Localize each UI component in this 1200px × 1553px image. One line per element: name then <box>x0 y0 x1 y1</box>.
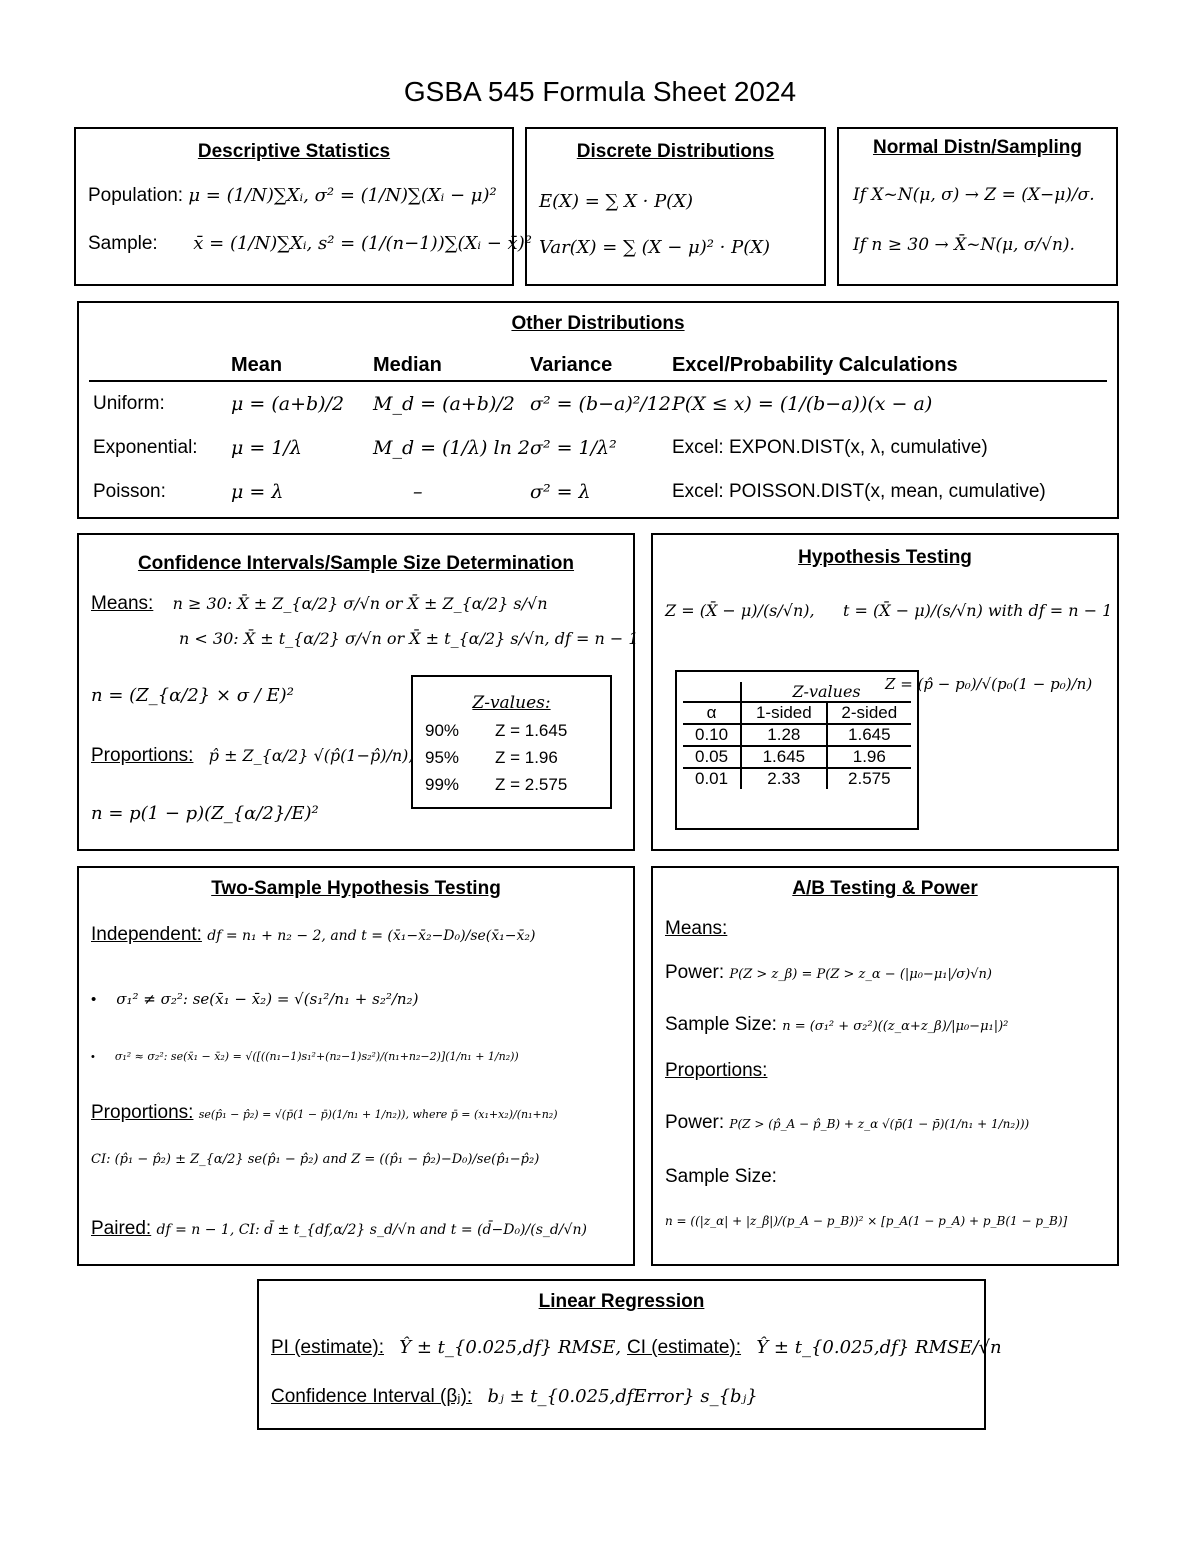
normal-sampling-heading: Normal Distn/Sampling <box>872 137 1083 158</box>
z-values-box <box>411 675 612 809</box>
mean-cell: μ = 1/λ <box>231 437 302 459</box>
coefficient-interval-row <box>271 1385 758 1408</box>
independent-row <box>91 924 535 946</box>
two-sample-proportions-row <box>91 1102 558 1124</box>
equal-variance-bullet: • σ₁² ≈ σ₂²: se(x̄₁ − x̄₂) = √([((n₁−1)s₁²+(n₂−1)s₂²)/(n₁+n₂−2)](1/n₁ + 1/n₂)) <box>91 1050 519 1063</box>
variance-cell: σ² = (b−a)²/12 <box>529 393 671 415</box>
hypothesis-testing-box <box>651 533 1119 851</box>
page-title: GSBA 545 Formula Sheet 2024 <box>403 76 797 107</box>
z-values-table-box <box>675 670 919 830</box>
table-row <box>89 381 1107 426</box>
independent-formula: df = n₁ + n₂ − 2, and t = (x̄₁−x̄₂−D₀)/se(x̄₁−x̄₂) <box>207 928 536 944</box>
sample-label: Sample: <box>88 233 158 254</box>
discrete-distributions-heading: Discrete Distributions <box>576 141 775 162</box>
pi-formula: Ŷ ± t_{0.025,df} RMSE, <box>399 1337 622 1358</box>
calc-cell: Excel: POISSON.DIST(x, mean, cumulative) <box>671 481 1046 502</box>
ab-proportions-label: Proportions: <box>665 1060 768 1081</box>
variance-cell: σ² = λ <box>529 481 591 503</box>
power-label: Power: <box>665 962 725 983</box>
two-sample-proportions-label: Proportions: <box>91 1102 194 1123</box>
ci-proportions-formula: p̂ ± Z_{α/2} √(p̂(1−p̂)/n), <box>208 746 414 765</box>
confidence-intervals-heading: Confidence Intervals/Sample Size Determination <box>137 553 575 574</box>
ci-means-line-1: n ≥ 30: X̄ ± Z_{α/2} σ/√n or X̄ ± Z_{α/2} s/√n <box>172 594 548 613</box>
ci-proportions-row <box>91 745 414 767</box>
two-sample-proportions-formula: se(p̂₁ − p̂₂) = √(p̄(1 − p̄)(1/n₁ + 1/n₂)), where p̄ = (x₁+x₂)/(n₁+n₂) <box>198 1108 558 1121</box>
table-row <box>89 470 1107 514</box>
ci-means-line-2: n < 30: X̄ ± t_{α/2} σ/√n or X̄ ± t_{α/2} s/√n, df = n − 1 <box>179 629 639 648</box>
other-distributions-box <box>77 301 1119 519</box>
linear-regression-heading: Linear Regression <box>538 1291 705 1312</box>
confidence-interval-row <box>627 1337 1002 1359</box>
other-distributions-table <box>89 351 1107 514</box>
mean-cell: μ = (a+b)/2 <box>231 393 345 415</box>
ab-means-label: Means: <box>665 918 728 939</box>
median-cell: M_d = (a+b)/2 <box>373 393 515 415</box>
table-row <box>89 426 1107 470</box>
column-header <box>89 351 231 381</box>
ab-testing-heading: A/B Testing & Power <box>792 878 978 899</box>
population-formula: μ = (1/N)∑Xᵢ, σ² = (1/N)∑(Xᵢ − μ)² <box>188 185 497 206</box>
ci-means-row <box>91 593 548 615</box>
expectation-formula: E(X) = ∑ X · P(X) <box>539 191 694 212</box>
ab-power-means-row <box>665 962 992 984</box>
mean-cell: μ = λ <box>231 481 284 503</box>
population-label: Population: <box>88 185 184 206</box>
z-value-row: 90% Z = 1.645 <box>425 721 568 740</box>
z-values-list <box>425 717 567 798</box>
sample-size-label: Sample Size: <box>665 1014 777 1035</box>
ab-size-means-row <box>665 1014 1008 1036</box>
sample-formula: x̄ = (1/N)∑Xᵢ, s² = (1/(n−1))∑(Xᵢ − x̄)² <box>193 233 532 254</box>
pi-label: PI (estimate): <box>271 1337 384 1358</box>
column-header-median: Median <box>373 354 442 376</box>
ab-testing-box <box>651 866 1119 1266</box>
alpha-header: α <box>706 703 717 722</box>
normal-line-2: If n ≥ 30 → X̄~N(μ, σ/√n). <box>853 235 1075 255</box>
size-prop-formula: n = ((|z_α| + |z_β|)/(p_A − p_B))² × [p_A(1 − p_A) + p_B(1 − p_B)] <box>665 1214 1068 1228</box>
distribution-name: Uniform: <box>93 393 165 414</box>
z-test-formula: Z = (X̄ − μ)/(s/√n), <box>665 601 815 620</box>
discrete-distributions-box <box>525 127 826 286</box>
distribution-name: Exponential: <box>93 437 198 458</box>
descriptive-statistics-heading: Descriptive Statistics <box>197 141 391 162</box>
two-sample-testing-box <box>77 866 635 1266</box>
ab-power-prop-row <box>665 1112 1029 1134</box>
cib-formula: bⱼ ± t_{0.025,dfError} s_{bⱼ} <box>487 1386 758 1407</box>
calc-cell: Excel: EXPON.DIST(x, λ, cumulative) <box>671 437 988 458</box>
variance-formula: Var(X) = ∑ (X − μ)² · P(X) <box>539 237 771 258</box>
t-test-formula: t = (X̄ − μ)/(s/√n) with df = n − 1 <box>843 601 1113 620</box>
z-values-title: Z-values: <box>472 693 551 713</box>
z-prop-formula: Z = (p̂ − p₀)/√(p₀(1 − p₀)/n) <box>885 675 1093 693</box>
descriptive-statistics-box <box>74 127 532 286</box>
one-sided-header: 1-sided <box>741 702 827 724</box>
two-sided-header: 2-sided <box>827 702 911 724</box>
paired-row <box>91 1218 587 1240</box>
table-row: 0.01 2.33 2.575 <box>683 768 911 789</box>
power-prop-formula: P(Z > (p̂_A − p̂_B) + z_α √(p̄(1 − p̄)(1/n₁ + 1/n₂))) <box>729 1117 1030 1131</box>
normal-sampling-box <box>837 127 1118 286</box>
population-row <box>88 185 497 207</box>
independent-label: Independent: <box>91 924 202 945</box>
column-header-variance: Variance <box>529 354 613 376</box>
column-header-mean: Mean <box>231 354 283 376</box>
median-cell: M_d = (1/λ) ln 2 <box>373 437 530 459</box>
prediction-interval-row <box>271 1337 621 1359</box>
table-row: 0.05 1.645 1.96 <box>683 746 911 768</box>
n-proportions-formula: n = p(1 − p)(Z_{α/2}/E)² <box>91 803 319 824</box>
distribution-name: Poisson: <box>93 481 166 502</box>
variance-cell: σ² = 1/λ² <box>529 437 617 459</box>
two-sample-ci-formula: CI: (p̂₁ − p̂₂) ± Z_{α/2} se(p̂₁ − p̂₂) and Z = ((p̂₁ − p̂₂)−D₀)/se(p̂₁−p̂₂) <box>91 1152 540 1167</box>
linear-regression-box <box>257 1279 1002 1430</box>
sample-size-label: Sample Size: <box>665 1166 777 1187</box>
paired-label: Paired: <box>91 1218 152 1239</box>
other-distributions-heading: Other Distributions <box>511 313 685 334</box>
z-values-group-header: Z-values <box>741 682 911 702</box>
two-sample-testing-heading: Two-Sample Hypothesis Testing <box>211 878 501 899</box>
power-label: Power: <box>665 1112 725 1133</box>
proportions-label: Proportions: <box>91 745 194 766</box>
ci-formula: Ŷ ± t_{0.025,df} RMSE/√n <box>756 1337 1002 1358</box>
z-value-row: 95% Z = 1.96 <box>425 748 558 767</box>
means-label: Means: <box>91 593 154 614</box>
sample-row <box>88 233 532 255</box>
table-row: 0.10 1.28 1.645 <box>683 724 911 746</box>
calc-cell: P(X ≤ x) = (1/(b−a))(x − a) <box>671 393 933 415</box>
hypothesis-testing-heading: Hypothesis Testing <box>798 547 972 568</box>
unequal-variance-bullet: • σ₁² ≠ σ₂²: se(x̄₁ − x̄₂) = √(s₁²/n₁ + s₂²/n₂) <box>91 990 418 1008</box>
z-value-row: 99% Z = 2.575 <box>425 775 568 794</box>
ci-label: CI (estimate): <box>627 1337 742 1358</box>
cib-label: Confidence Interval (βⱼ): <box>271 1386 473 1407</box>
n-means-formula: n = (Z_{α/2} × σ / E)² <box>91 685 294 706</box>
column-header-calculations: Excel/Probability Calculations <box>671 354 958 376</box>
size-means-formula: n = (σ₁² + σ₂²)((z_α+z_β)/|μ₀−μ₁|)² <box>782 1019 1009 1034</box>
confidence-intervals-box <box>77 533 639 851</box>
median-cell: – <box>413 481 423 503</box>
paired-formula: df = n − 1, CI: d̄ ± t_{df,α/2} s_d/√n and t = (d̄−D₀)/(s_d/√n) <box>156 1222 587 1238</box>
power-means-formula: P(Z > z_β) = P(Z > z_α − (|μ₀−μ₁|/σ)√n) <box>729 967 992 982</box>
z-values-table <box>683 682 911 789</box>
normal-line-1: If X~N(μ, σ) → Z = (X−μ)/σ. <box>853 185 1095 205</box>
